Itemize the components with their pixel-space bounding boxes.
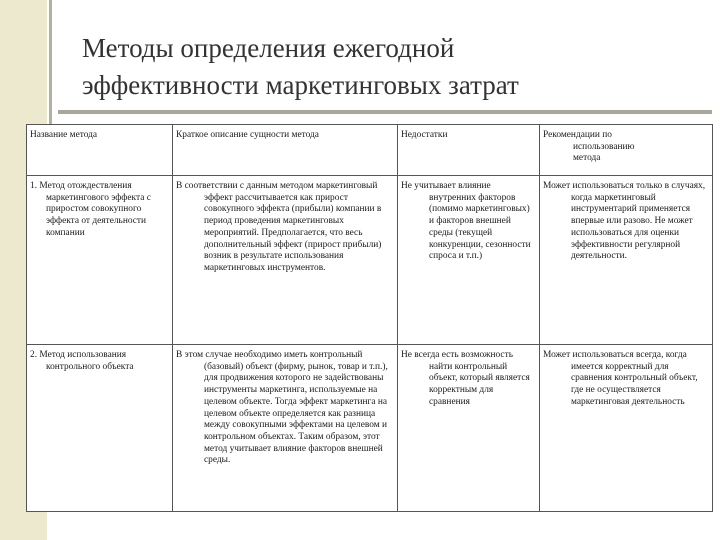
table-row <box>27 345 713 512</box>
row-1-description-cell: В соответствии с данным методом маркетинговый эффект рассчитывается как прирост совокупного эффекта (прибыли) компании в период проведения маркетинговых мероприятий. Предполагается, что весь дополнительный эффект (прирост прибыли) возник в результате использования маркетинговых инструментов. <box>173 176 398 345</box>
row-1-method-cell: 1. Метод отождествления маркетингового эффекта с приростом совокупного эффекта от деятельности компании <box>27 176 173 345</box>
title-underline-rule <box>58 110 712 114</box>
row-2-drawbacks-cell: Не всегда есть возможность найти контрольный объект, который является корректным для сравнения <box>398 345 540 512</box>
slide-title-line-1: Методы определения ежегодной <box>82 33 455 63</box>
row-1-recommendations-cell: Может использоваться только в случаях, когда маркетинговый инструментарий применяется впервые или разово. Не может использоваться для оценки эффективности регулярной деятельности. <box>540 176 713 345</box>
slide-title-line-2: эффективности маркетинговых затрат <box>82 70 519 100</box>
slide-title <box>82 30 692 104</box>
row-2-method-cell: 2. Метод использования контрольного объекта <box>27 345 173 512</box>
methods-table <box>26 124 713 512</box>
header-description: Краткое описание сущности метода <box>173 125 398 176</box>
row-2-recommendations-cell: Может использоваться всегда, когда имеется корректный для сравнения контрольный объект, где не осуществляется маркетинговая деятельность <box>540 345 713 512</box>
header-recommendations: Рекомендации по использованию метода <box>540 125 713 176</box>
header-drawbacks: Недостатки <box>398 125 540 176</box>
table-header-row <box>27 125 713 176</box>
table-row <box>27 176 713 345</box>
header-method-name: Название метода <box>27 125 173 176</box>
row-1-drawbacks-cell: Не учитывает влияние внутренних факторов (помимо маркетинговых) и факторов внешней среды (текущей конкуренции, сезонности спроса и т.п.) <box>398 176 540 345</box>
row-2-description-cell: В этом случае необходимо иметь контрольный (базовый) объект (фирму, рынок, товар и т.п.), для продвижения которого не задействованы инструменты маркетинга, используемые на целевом объекте. Тогда эффект маркетинга на целевом объекте определяется как разница между совокупными эффектами на целевом и контрольном объектах. Таким образом, этот метод учитывает влияние факторов внешней среды. <box>173 345 398 512</box>
left-decorative-rule <box>49 0 52 125</box>
